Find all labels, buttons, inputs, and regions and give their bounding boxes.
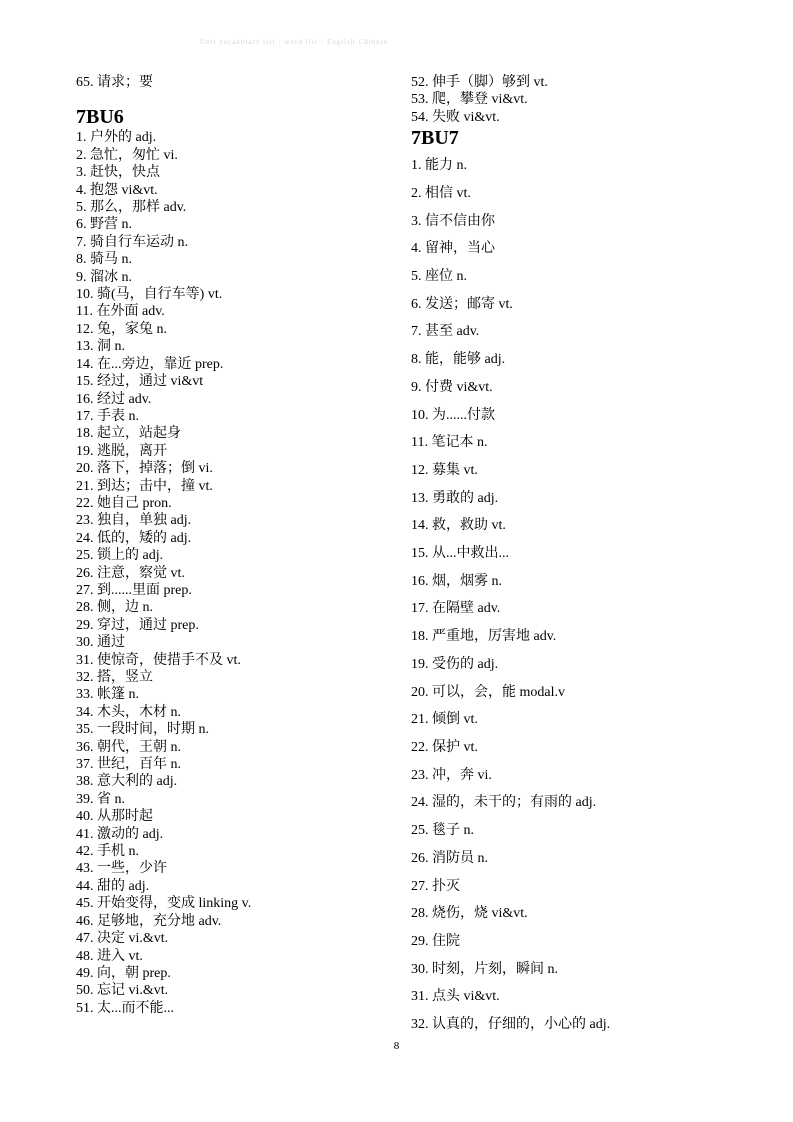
- vocab-item: 29. 住院: [411, 933, 460, 949]
- vocab-item: 20. 可以，会，能 modal.v: [411, 684, 565, 700]
- vocab-item: 25. 锁上的 adj.: [76, 548, 164, 564]
- vocab-item: 46. 足够地，充分地 adv.: [76, 913, 222, 929]
- vocab-item: 17. 在隔壁 adv.: [411, 601, 501, 617]
- vocab-item: 16. 烟，烟雾 n.: [411, 573, 502, 589]
- vocab-item: 65. 请求；要: [76, 75, 153, 90]
- vocab-item: 28. 侧，边 n.: [76, 600, 153, 616]
- vocab-item: 44. 甜的 adj.: [76, 878, 150, 894]
- vocab-item: 12. 募集 vt.: [411, 462, 478, 478]
- right-vocab-list: [411, 152, 751, 1039]
- vocab-item: 45. 开始变得，变成 linking v.: [76, 896, 252, 912]
- vocab-item: 25. 毯子 n.: [411, 823, 474, 839]
- vocab-item: 32. 认真的，仔细的，小心的 adj.: [411, 1017, 611, 1033]
- vocab-item: 52. 伸手（脚）够到 vt.: [411, 75, 548, 90]
- right-column: [411, 74, 751, 1039]
- right-pre-items: [411, 74, 751, 126]
- vocab-item: 14. 救，救助 vt.: [411, 518, 506, 534]
- vocab-item: 41. 激动的 adj.: [76, 826, 164, 842]
- vocab-item: 22. 保护 vt.: [411, 739, 478, 755]
- vocab-item: 37. 世纪，百年 n.: [76, 757, 181, 773]
- vocab-item: 16. 经过 adv.: [76, 391, 152, 407]
- vocab-item: 24. 低的，矮的 adj.: [76, 530, 192, 546]
- vocab-item: 49. 向，朝 prep.: [76, 965, 171, 981]
- vocab-item: 36. 朝代，王朝 n.: [76, 739, 181, 755]
- left-pre-items: [76, 74, 386, 91]
- vocab-item: 15. 经过，通过 vi&vt: [76, 374, 204, 390]
- vocab-item: 31. 点头 vi&vt.: [411, 989, 500, 1005]
- vocab-item: 15. 从...中救出...: [411, 546, 509, 562]
- vocab-item: 23. 独自，单独 adj.: [76, 513, 192, 529]
- vocab-item: 17. 手表 n.: [76, 408, 139, 424]
- vocab-item: 11. 在外面 adv.: [76, 304, 165, 320]
- vocab-item: 26. 注意，察觉 vt.: [76, 565, 185, 581]
- vocab-item: 18. 严重地，厉害地 adv.: [411, 629, 557, 645]
- vocab-item: 53. 爬，攀登 vi&vt.: [411, 92, 528, 108]
- vocab-item: 9. 付费 vi&vt.: [411, 379, 493, 395]
- vocab-item: 34. 木头，木材 n.: [76, 704, 181, 720]
- vocab-item: 19. 受伤的 adj.: [411, 656, 499, 672]
- vocab-item: 19. 逃脱，离开: [76, 443, 167, 459]
- vocab-item: 50. 忘记 vi.&vt.: [76, 983, 169, 999]
- vocab-item: 47. 决定 vi.&vt.: [76, 931, 169, 947]
- vocab-item: 21. 到达；击中，撞 vt.: [76, 478, 213, 494]
- vocab-item: 9. 溜冰 n.: [76, 269, 132, 285]
- vocab-item: 1. 户外的 adj.: [76, 130, 157, 146]
- vocab-item: 10. 骑(马，自行车等) vt.: [76, 287, 223, 303]
- vocab-item: 18. 起立，站起身: [76, 426, 181, 442]
- vocab-item: 42. 手机 n.: [76, 844, 139, 860]
- vocab-item: 12. 兔，家兔 n.: [76, 321, 167, 337]
- vocab-item: 22. 她自己 pron.: [76, 495, 172, 511]
- vocab-item: 43. 一些，少许: [76, 861, 167, 877]
- vocab-item: 28. 烧伤，烧 vi&vt.: [411, 906, 528, 922]
- vocab-item: 40. 从那时起: [76, 809, 153, 825]
- vocab-item: 7. 骑自行车运动 n.: [76, 234, 188, 250]
- vocab-item: 6. 发送；邮寄 vt.: [411, 296, 513, 312]
- vocab-item: 35. 一段时间，时期 n.: [76, 722, 209, 738]
- vocab-item: 7. 甚至 adv.: [411, 324, 480, 340]
- vocab-item: 32. 搭，竖立: [76, 670, 153, 685]
- vocab-item: 11. 笔记本 n.: [411, 435, 488, 451]
- vocab-item: 29. 穿过，通过 prep.: [76, 617, 199, 633]
- vocab-item: 4. 留神，当心: [411, 241, 495, 257]
- vocab-item: 14. 在...旁边，靠近 prep.: [76, 356, 224, 372]
- vocab-item: 3. 信不信由你: [411, 213, 495, 229]
- vocab-item: 20. 落下，掉落；倒 vi.: [76, 461, 213, 477]
- faint-header-text: Unit vocabulary list · word list · English-Chinese: [200, 38, 389, 46]
- vocab-item: 33. 帐篷 n.: [76, 687, 139, 703]
- vocab-item: 3. 赶快，快点: [76, 165, 160, 181]
- vocab-item: 48. 进入 vt.: [76, 948, 143, 964]
- vocab-item: 24. 湿的，未干的；有雨的 adj.: [411, 795, 597, 811]
- vocab-item: 31. 使惊奇，使措手不及 vt.: [76, 652, 241, 668]
- vocab-item: 39. 省 n.: [76, 791, 125, 807]
- vocab-item: 27. 到......里面 prep.: [76, 582, 192, 598]
- page-number: 8: [393, 1040, 400, 1052]
- left-column: [76, 74, 386, 1017]
- vocab-item: 8. 骑马 n.: [76, 252, 132, 268]
- vocab-item: 21. 倾倒 vt.: [411, 712, 478, 728]
- vocab-item: 30. 时刻，片刻，瞬间 n.: [411, 961, 558, 977]
- vocab-item: 10. 为......付款: [411, 407, 495, 423]
- vocab-item: 2. 相信 vt.: [411, 185, 471, 201]
- vocab-item: 54. 失败 vi&vt.: [411, 109, 500, 125]
- vocab-item: 30. 通过: [76, 635, 125, 651]
- vocab-item: 13. 洞 n.: [76, 339, 125, 355]
- vocab-item: 8. 能，能够 adj.: [411, 352, 506, 368]
- vocab-item: 38. 意大利的 adj.: [76, 774, 178, 790]
- vocab-item: 26. 消防员 n.: [411, 850, 488, 866]
- vocab-item: 1. 能力 n.: [411, 158, 467, 174]
- vocab-item: 2. 急忙，匆忙 vi.: [76, 147, 178, 163]
- vocab-item: 4. 抱怨 vi&vt.: [76, 182, 158, 198]
- vocab-item: 5. 座位 n.: [411, 269, 467, 285]
- vocab-item: 6. 野营 n.: [76, 217, 132, 233]
- unit-heading-7bu6: 7BU6: [76, 106, 124, 129]
- left-vocab-list: [76, 129, 386, 1017]
- vocab-item: 5. 那么，那样 adv.: [76, 200, 187, 216]
- unit-heading-7bu7: 7BU7: [411, 127, 459, 150]
- vocab-item: 13. 勇敢的 adj.: [411, 490, 499, 506]
- vocab-item: 27. 扑灭: [411, 878, 460, 894]
- vocab-item: 23. 冲，奔 vi.: [411, 767, 492, 783]
- vocab-item: 51. 太...而不能...: [76, 1000, 174, 1016]
